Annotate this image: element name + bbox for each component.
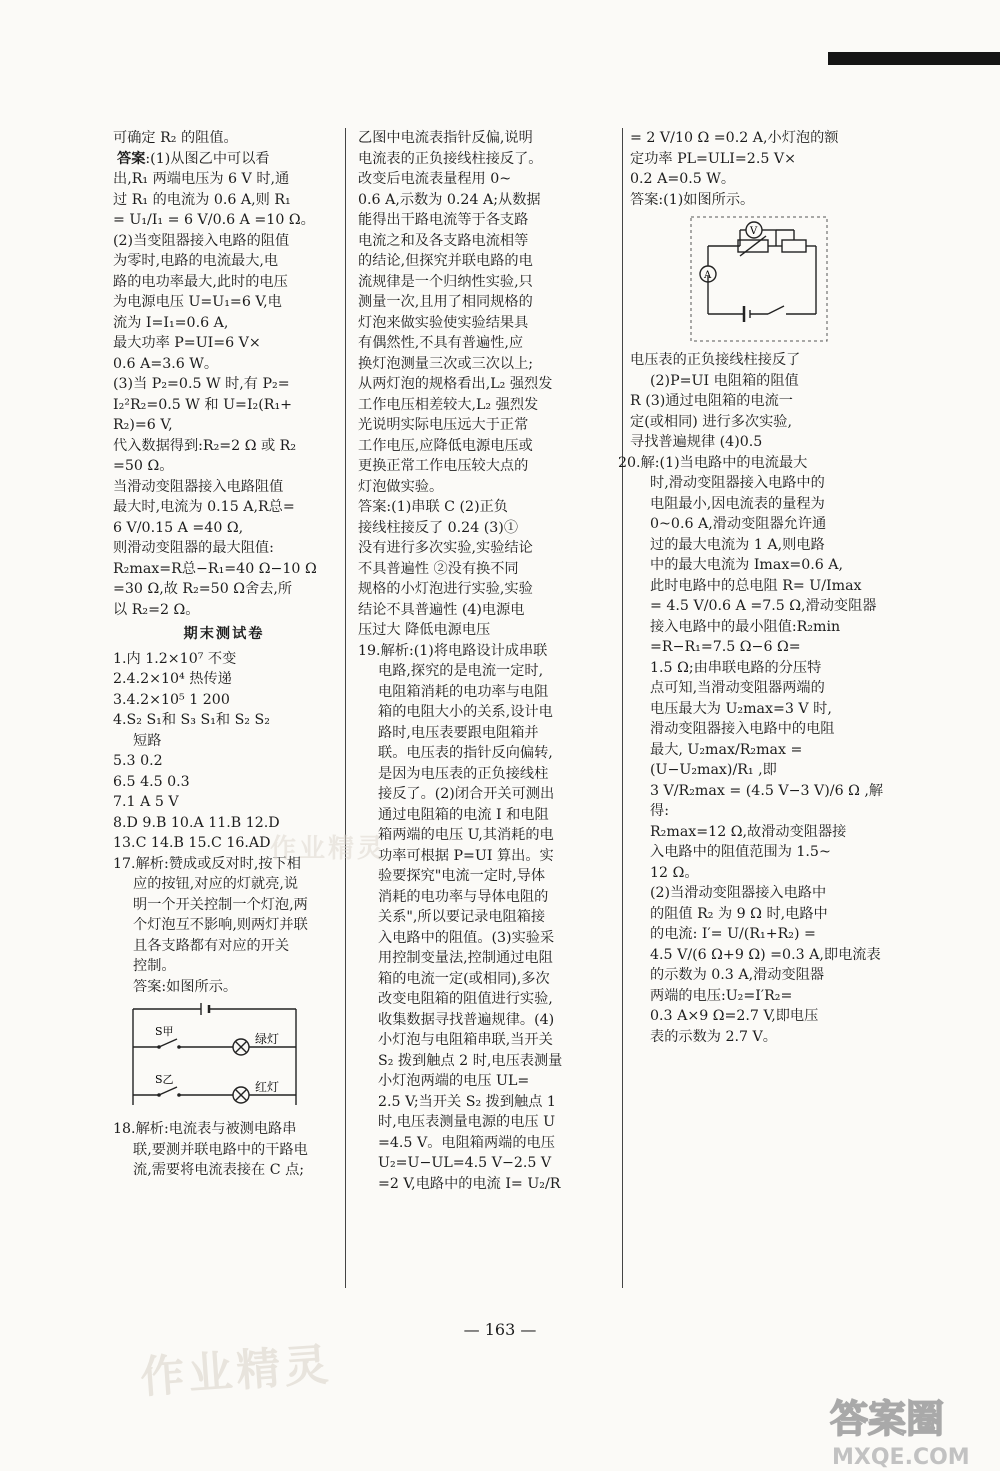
q19-line: U₂=U−UL=4.5 V−2.5 V (378, 1155, 552, 1171)
text-line: 更换正常工作电压较大点的 (358, 458, 529, 474)
q20-line: = 4.5 V/0.6 A =7.5 Ω,滑动变阻器 (650, 598, 877, 614)
text-line: 0.6 A=3.6 W。 (113, 355, 219, 372)
q17-line: 个灯泡互不影响,则两灯并联 (133, 917, 308, 933)
text-line: 电压表的正负接线柱接反了 (630, 352, 801, 368)
text-line: =30 Ω,故 R₂=50 Ω舍去,所 (113, 581, 293, 597)
text-line: 工作电压,应降低电源电压或 (358, 437, 533, 454)
text-line: 改变后电流表量程用 0~ (358, 171, 512, 187)
answer-item: 6.5 4.5 0.3 (113, 773, 190, 790)
q20-line: 0.3 A×9 Ω=2.7 V,即电压 (650, 1008, 819, 1024)
text-line: 为零时,电路的电流最大,电 (113, 253, 279, 269)
q17-line: 控制。 (133, 958, 176, 974)
formula-line: = 2 V/10 Ω =0.2 A,小灯泡的额 (630, 130, 839, 146)
text-line: 乙图中电流表指针反偏,说明 (358, 130, 533, 146)
q20-line: 0~0.6 A,滑动变阻器允许通 (650, 516, 827, 532)
answer-item: 短路 (133, 732, 162, 749)
q19-line: 路时,电压表要跟电阻箱并 (378, 724, 539, 741)
answer-item: 3.4.2×10⁵ 1 200 (113, 691, 230, 708)
text-line: 压过大 降低电源电压 (358, 622, 491, 638)
q19-line: 小灯泡两端的电压 UL= (378, 1073, 530, 1089)
q19-line: S₂ 拨到触点 2 时,电压表测量 (378, 1052, 563, 1069)
q20-line: 的电流: I′= U/(R₁+R₂) = (650, 926, 816, 942)
corner-bar (828, 52, 1000, 65)
text-line: 光说明实际电压远大于正常 (358, 417, 529, 433)
q19-line: 19.解析:(1)将电路设计成串联 (358, 642, 548, 659)
section-heading: 期末测试卷 (183, 626, 265, 642)
text-line: 不具普遍性 ②没有换不同 (358, 560, 519, 577)
column-3 (618, 128, 892, 1047)
text-line: 答案:(1)串联 C (2)正负 (358, 499, 508, 515)
voltmeter-label: V (750, 226, 758, 237)
text-line: 路的电功率最大,此时的电压 (113, 273, 288, 290)
answer-item: 8.D 9.B 10.A 11.B 12.D (113, 814, 280, 831)
answer-item: 5.3 0.2 (113, 753, 163, 769)
answer-line: 答案:(1)从图乙中可以看 (117, 150, 270, 167)
text-line: 流规律是一个归纳性实验,只 (358, 273, 533, 290)
q17-line: 且各支路都有对应的开关 (133, 937, 290, 954)
column-divider (622, 128, 623, 1288)
text-line: (2)当变阻器接入电路的阻值 (113, 232, 290, 249)
text-line: R (3)通过电阻箱的电流一 (630, 393, 793, 409)
text-line: 测量一次,且用了相同规格的 (358, 294, 533, 310)
text-line: R₂max=R总−R₁=40 Ω−10 Ω (113, 560, 317, 577)
q19-line: 是因为电压表的正负接线柱 (378, 765, 549, 782)
text-line: 可确定 R₂ 的阻值。 (113, 130, 238, 146)
q20-line: 此时电路中的总电阻 R= U/Imax (650, 577, 862, 594)
text-line: =50 Ω。 (113, 458, 174, 474)
page-number: — 163 — (463, 1320, 537, 1339)
q20-line: 过的最大电流为 1 A,则电路 (650, 536, 825, 553)
text-line: 定功率 PL=ULI=2.5 V× (630, 150, 797, 167)
q20-line: 3 V/R₂max = (4.5 V−3 V)/6 Ω ,解得: (650, 782, 884, 819)
text-line: 出,R₁ 两端电压为 6 V 时,通 (113, 171, 290, 187)
q20-line: 滑动变阻器接入电路中的电阻 (650, 721, 835, 737)
text-line: 接线柱接反了 0.24 (3)① (358, 519, 519, 536)
formula-line: 6 V/0.15 A =40 Ω, (113, 519, 244, 536)
answer-item: 13.C 14.B 15.C 16.AD (113, 835, 271, 851)
text-line: 最大时,电流为 0.15 A,R总= (113, 499, 295, 515)
text-line: I₂²R₂=0.5 W 和 U=I₂(R₁+ (113, 396, 293, 413)
text-line: 灯泡做实验。 (358, 478, 444, 495)
q20-line: 点可知,当滑动变阻器两端的 (650, 680, 825, 696)
q20-line: 接入电路中的最小阻值:R₂min (650, 618, 841, 635)
q20-line: 入电路中的阻值范围为 1.5~ (650, 844, 831, 860)
q19-line: 消耗的电功率与导体电阻的 (378, 888, 549, 905)
q20-line: R₂max=12 Ω,故滑动变阻器接 (650, 823, 847, 840)
column-1 (113, 128, 335, 1181)
text-line: 有偶然性,不具有普遍性,应 (358, 335, 524, 351)
brand-logo-text: 答案圈 (830, 1397, 945, 1441)
text-line: 代入数据得到:R₂=2 Ω 或 R₂ (113, 437, 297, 454)
q18-line: 联,要测并联电路中的干路电 (133, 1141, 308, 1158)
text-line: 最大功率 P=UI=6 V× (113, 335, 261, 351)
answer-item: 7.1 A 5 V (113, 794, 179, 810)
text-line: 答案:(1)如图所示。 (630, 191, 755, 208)
text-line: 换灯泡测量三次或三次以上; (358, 355, 534, 372)
q19-line: 用控制变量法,控制通过电阻 (378, 950, 553, 966)
text-line: 为电源电压 U=U₁=6 V,电 (113, 294, 282, 310)
answer-item: 4.S₂ S₁和 S₃ S₁和 S₂ S₂ (113, 712, 270, 728)
q17-line: 明一个开关控制一个灯泡,两 (133, 896, 308, 913)
q20-line: 4.5 V/(6 Ω+9 Ω) =0.3 A,即电流表 (650, 946, 881, 963)
q20-line: 两端的电压:U₂=I′R₂= (650, 987, 793, 1004)
q18-line: 18.解析:电流表与被测电路串 (113, 1121, 297, 1137)
text-line: 过 R₁ 的电流为 0.6 A,则 R₁ (113, 191, 291, 208)
switch-green-label: S甲 (155, 1025, 174, 1038)
q19-line: 箱两端的电压 U,其消耗的电 (378, 827, 554, 843)
answer-item: 2.4.2×10⁴ 热传递 (113, 671, 232, 687)
watermark-faint: 作业精灵 (270, 834, 387, 864)
q20-line: 12 Ω。 (650, 864, 699, 881)
text-line: R₂)=6 V, (113, 417, 173, 433)
column-divider (345, 128, 346, 1288)
q20-line: 电压最大为 U₂max=3 V 时, (650, 700, 832, 717)
q19-line: 联。电压表的指针反向偏转, (378, 745, 553, 761)
series-circuit-diagram (690, 216, 830, 344)
q17-line: 应的按钮,对应的灯就亮,说 (133, 876, 299, 892)
red-lamp-label: 红灯 (255, 1080, 280, 1094)
text-line: 能得出干路电流等于各支路 (358, 212, 529, 228)
q19-line: 收集数据寻找普遍规律。(4) (378, 1011, 555, 1028)
formula-line: = U₁/I₁ = 6 V/0.6 A =10 Ω。 (113, 212, 315, 228)
q19-line: 改变电阻箱的阻值进行实验, (378, 991, 553, 1007)
text-line: 工作电压相差较大,L₂ 强烈发 (358, 396, 539, 413)
brand-logo-url: MXQE.COM (832, 1445, 970, 1470)
q19-line: 2.5 V;当开关 S₂ 拨到触点 1 (378, 1093, 556, 1110)
text-line: 电流之和及各支路电流相等 (358, 232, 529, 249)
q20-line: 时,滑动变阻器接入电路中的 (650, 475, 825, 491)
q18-line: 流,需要将电流表接在 C 点; (133, 1162, 305, 1178)
text-line: (3)当 P₂=0.5 W 时,有 P₂= (113, 376, 290, 392)
text-line: 没有进行多次实验,实验结论 (358, 540, 533, 556)
text-line: 0.2 A=0.5 W。 (630, 171, 736, 187)
text-line: 定(或相同) 进行多次实验, (630, 413, 792, 430)
q20-line: 电阻最小,因电流表的量程为 (650, 495, 825, 512)
switch-red-label: S乙 (155, 1073, 174, 1086)
watermark: 作业精灵 (138, 1339, 334, 1404)
text-line: 流为 I=I₁=0.6 A, (113, 314, 229, 331)
parallel-circuit-diagram (131, 1003, 311, 1113)
q19-line: 验要探究"电流一定时,导体 (378, 868, 546, 884)
q19-line: 时,电压表测量电源的电压 U (378, 1114, 556, 1130)
q19-line: 通过电阻箱的电流 I 和电阻 (378, 806, 549, 823)
text-line: 从两灯泡的规格看出,L₂ 强烈发 (358, 376, 553, 392)
q20-line: 的示数为 0.3 A,滑动变阻器 (650, 967, 825, 983)
q19-line: 关系",所以要记录电阻箱接 (378, 909, 546, 925)
text-line: 结论不具普遍性 (4)电源电 (358, 601, 525, 618)
brand-logo (822, 1386, 1000, 1471)
green-lamp-label: 绿灯 (255, 1032, 280, 1046)
q19-line: 小灯泡与电阻箱串联,当开关 (378, 1032, 553, 1048)
q17-line: 答案:如图所示。 (133, 978, 238, 995)
ammeter-label: A (704, 270, 712, 281)
q17-line: 17.解析:赞成或反对时,按下相 (113, 855, 301, 872)
q19-line: 电路,探究的是电流一定时, (378, 663, 544, 679)
text-line: 0.6 A,示数为 0.24 A;从数据 (358, 191, 541, 208)
text-line: 电流表的正负接线柱接反了。 (358, 150, 543, 167)
q20-line: 中的最大电流为 Imax=0.6 A, (650, 557, 844, 573)
text-line: (2)P=UI 电阻箱的阻值 (650, 372, 799, 389)
text-line: 当滑动变阻器接入电路阻值 (113, 478, 284, 495)
q20-line: 1.5 Ω;由串联电路的分压特 (650, 659, 822, 676)
q20-line: 最大, U₂max/R₂max = (U−U₂max)/R₁ ,即 (650, 741, 807, 778)
text-line: 规格的小灯泡进行实验,实验 (358, 581, 533, 597)
text-line: 的结论,但探究并联电路的电 (358, 253, 533, 269)
q20-line: 的阻值 R₂ 为 9 Ω 时,电路中 (650, 905, 828, 922)
answer-item: 1.内 1.2×10⁷ 不变 (113, 650, 237, 667)
text-line: 以 R₂=2 Ω。 (113, 601, 200, 618)
q19-line: =4.5 V。电阻箱两端的电压 (378, 1134, 555, 1151)
q19-line: 电阻箱消耗的电功率与电阻 (378, 683, 549, 700)
q19-line: 功率可根据 P=UI 算出。实 (378, 847, 554, 864)
q20-line: 表的示数为 2.7 V。 (650, 1028, 777, 1045)
column-2 (358, 128, 620, 1194)
q19-line: =2 V,电路中的电流 I= U₂/R (378, 1175, 561, 1192)
text-line: 则滑动变阻器的最大阻值: (113, 540, 274, 556)
q20-line: (2)当滑动变阻器接入电路中 (650, 885, 827, 901)
q19-line: 接反了。(2)闭合开关可测出 (378, 786, 555, 802)
text-line: 灯泡来做实验使实验结果具 (358, 314, 529, 331)
q20-line: =R−R₁=7.5 Ω−6 Ω= (650, 639, 801, 655)
q19-line: 箱的电阻大小的关系,设计电 (378, 704, 553, 720)
text-line: 寻找普遍规律 (4)0.5 (630, 434, 763, 450)
q19-line: 箱的电流一定(或相同),多次 (378, 970, 550, 987)
q20-line: 20.解:(1)当电路中的电流最大 (618, 454, 808, 471)
q19-line: 入电路中的阻值。(3)实验采 (378, 929, 555, 946)
